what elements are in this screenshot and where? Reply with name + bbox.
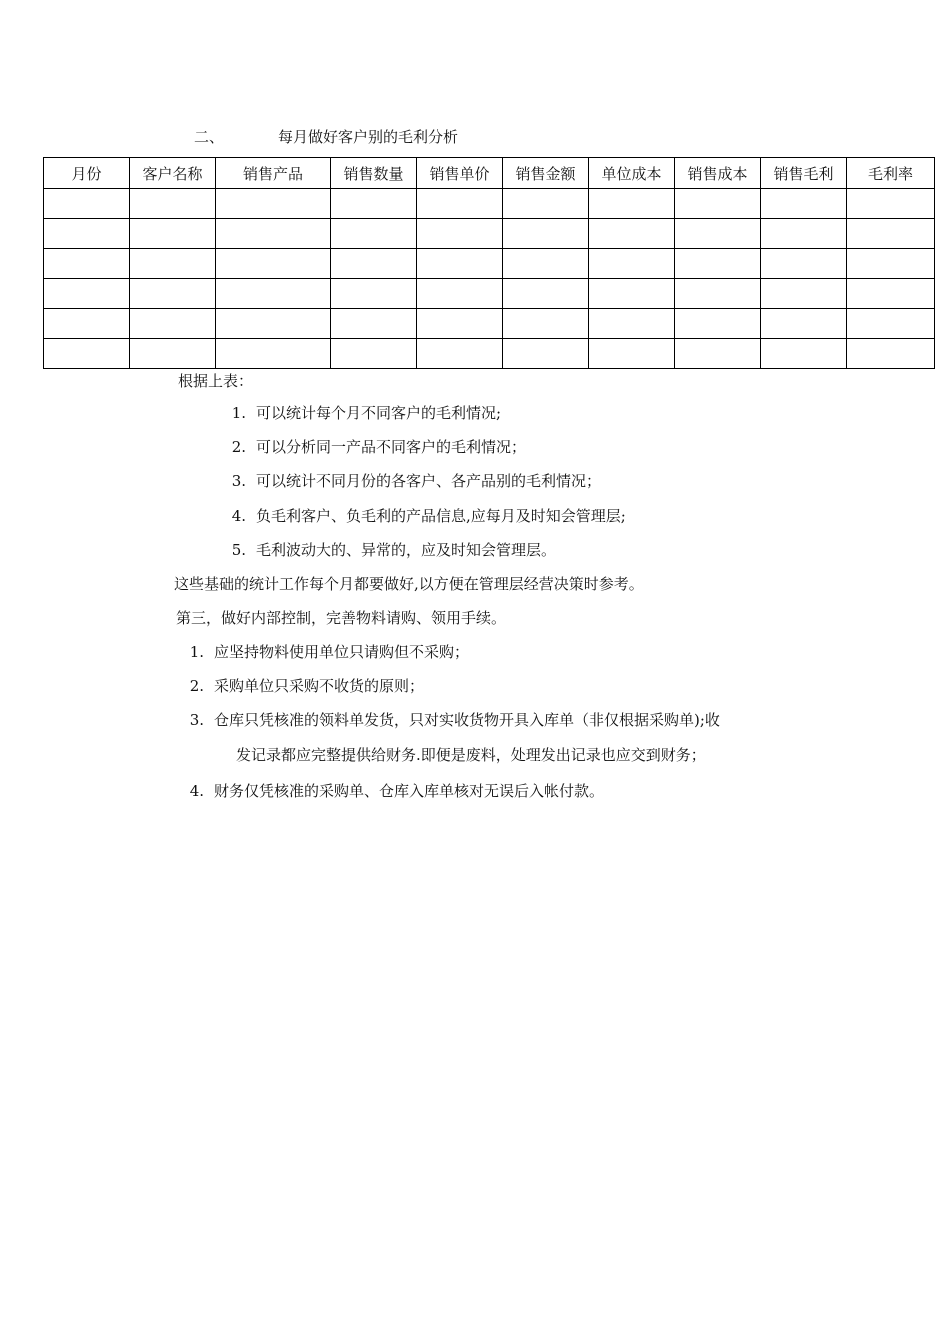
table-cell (417, 189, 503, 219)
table-cell (331, 339, 417, 369)
list-item (222, 474, 601, 489)
table-cell (216, 339, 331, 369)
table-cell (761, 189, 847, 219)
table-cell (130, 339, 216, 369)
list-item-number: 4. (231, 507, 246, 525)
table-cell (675, 309, 761, 339)
table-cell (589, 339, 675, 369)
table-cell (44, 279, 130, 309)
table-cell (331, 189, 417, 219)
table-cell (675, 279, 761, 309)
table-cell (847, 249, 935, 279)
table-cell (589, 309, 675, 339)
list-item-text: 应坚持物料使用单位只请购但不采购； (214, 643, 470, 661)
table-cell (503, 309, 589, 339)
table-cell (589, 219, 675, 249)
table-cell (675, 249, 761, 279)
table-cell (847, 189, 935, 219)
header-margin-rate: 毛利率 (847, 158, 935, 189)
list-item-text: 毛利波动大的、异常的，应及时知会管理层。 (256, 541, 557, 559)
list-item-text: 负毛利客户、负毛利的产品信息,应每月及时知会管理层; (256, 507, 626, 525)
list-item (222, 406, 501, 421)
table-row (44, 249, 935, 279)
table-cell (44, 309, 130, 339)
list-item-number: 4. (189, 782, 204, 800)
table-cell (130, 279, 216, 309)
list-item-text: 可以统计每个月不同客户的毛利情况; (256, 404, 502, 422)
section-number: 二、 (194, 128, 225, 146)
header-customer-name: 客户名称 (130, 158, 216, 189)
table-cell (761, 279, 847, 309)
table-cell (503, 189, 589, 219)
table-cell (44, 219, 130, 249)
list-item (222, 509, 626, 524)
table-cell (216, 249, 331, 279)
table-row (44, 219, 935, 249)
list-item-number: 5. (231, 541, 246, 559)
table-cell (44, 249, 130, 279)
gross-profit-table (43, 157, 935, 369)
header-quantity: 销售数量 (331, 158, 417, 189)
list-item (180, 645, 469, 660)
list-item-number: 3. (231, 472, 246, 490)
table-cell (130, 219, 216, 249)
table-cell (503, 279, 589, 309)
table-cell (847, 339, 935, 369)
table-cell (216, 309, 331, 339)
list-item-number: 3. (189, 711, 204, 729)
table-cell (761, 219, 847, 249)
table-cell (847, 309, 935, 339)
header-unit-price: 销售单价 (417, 158, 503, 189)
section-title: 每月做好客户别的毛利分析 (278, 128, 459, 146)
list-item (180, 713, 720, 728)
table-cell (675, 189, 761, 219)
table-cell (417, 309, 503, 339)
table-cell (675, 219, 761, 249)
list-item (222, 440, 526, 455)
paragraph-internal-control: 第三，做好内部控制，完善物料请购、领用手续。 (176, 609, 507, 627)
table-row (44, 339, 935, 369)
table-cell (417, 279, 503, 309)
table-cell (331, 309, 417, 339)
table-cell (761, 309, 847, 339)
header-unit-cost: 单位成本 (589, 158, 675, 189)
table-cell (417, 219, 503, 249)
list-item (180, 679, 424, 694)
table-cell (130, 309, 216, 339)
list-item-number: 2. (189, 677, 204, 695)
table-cell (503, 219, 589, 249)
list-item-text: 财务仅凭核准的采购单、仓库入库单核对无误后入帐付款。 (214, 782, 605, 800)
list-item-number: 1. (231, 404, 246, 422)
list-item-continuation: 发记录都应完整提供给财务.即便是废料，处理发出记录也应交到财务； (236, 746, 706, 764)
table-cell (503, 249, 589, 279)
table-cell (503, 339, 589, 369)
table-cell (589, 189, 675, 219)
header-sales-amount: 销售金额 (503, 158, 589, 189)
list-item-text: 可以统计不同月份的各客户、各产品别的毛利情况； (256, 472, 602, 490)
table-cell (216, 219, 331, 249)
table-cell (847, 279, 935, 309)
header-gross-profit: 销售毛利 (761, 158, 847, 189)
list-item-text: 采购单位只采购不收货的原则； (214, 677, 425, 695)
table-cell (130, 249, 216, 279)
table-cell (331, 219, 417, 249)
table-cell (44, 189, 130, 219)
table-cell (675, 339, 761, 369)
table-cell (44, 339, 130, 369)
intro-text: 根据上表： (178, 372, 254, 390)
header-sales-cost: 销售成本 (675, 158, 761, 189)
table-cell (417, 249, 503, 279)
table-cell (331, 249, 417, 279)
table-cell (216, 279, 331, 309)
list-item-number: 1. (189, 643, 204, 661)
table-cell (589, 279, 675, 309)
table-row (44, 309, 935, 339)
list-item-text: 仓库只凭核准的领料单发货，只对实收货物开具入库单（非仅根据采购单);收 (214, 711, 720, 729)
table-cell (130, 189, 216, 219)
table-cell (761, 249, 847, 279)
header-product: 销售产品 (216, 158, 331, 189)
table-cell (216, 189, 331, 219)
table-cell (331, 279, 417, 309)
list-item (180, 784, 604, 799)
header-month: 月份 (44, 158, 130, 189)
list-item (222, 543, 556, 558)
table-cell (589, 249, 675, 279)
table-cell (417, 339, 503, 369)
table-cell (761, 339, 847, 369)
table-row (44, 279, 935, 309)
list-item-text: 可以分析同一产品不同客户的毛利情况； (256, 438, 527, 456)
list-item-number: 2. (231, 438, 246, 456)
table-header-row (44, 158, 935, 189)
paragraph-basic-stats: 这些基础的统计工作每个月都要做好,以方便在管理层经营决策时参考。 (174, 575, 644, 593)
table-row (44, 189, 935, 219)
table-cell (847, 219, 935, 249)
